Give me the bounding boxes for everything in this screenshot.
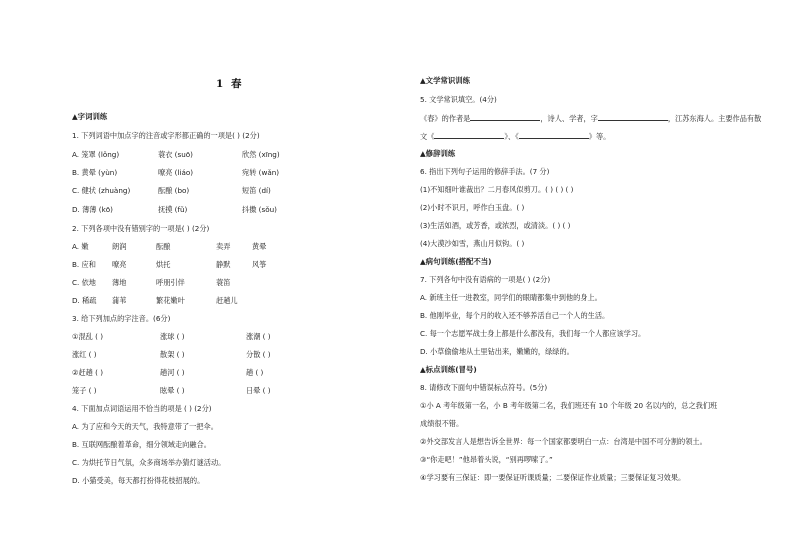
q1-a-1: A. 笼罩 (lǒng): [72, 150, 120, 159]
q1-d-1: D. 薄薄 (kō): [72, 205, 113, 214]
q5-text: 》等。: [588, 132, 611, 141]
q7-option-d: D. 小草偷偷地从土里钻出来，嫩嫩的，绿绿的。: [420, 347, 574, 356]
q5-blank[interactable]: [519, 131, 589, 139]
question-4-stem: 4. 下面加点词语运用不恰当的项是 ( ) (2分): [72, 404, 212, 413]
q3-2-1: 涨红 ( ): [72, 350, 97, 359]
q8-item-4: ④学习要有三保证：即一要保证听课质量；二要保证作业质量；三要保证复习效果。: [420, 473, 686, 482]
q2-c-1: C. 依地: [72, 278, 96, 287]
q7-option-b: B. 他刚毕业，每个月的收入还不够养活自己一个人的生活。: [420, 311, 610, 320]
question-6-stem: 6. 指出下列句子运用的修辞手法。(7 分): [420, 167, 550, 176]
q5-text: 》、《: [504, 132, 519, 141]
q6-item-3: (3)生活如酒，或芳香，或浓烈，或清淡。( ) ( ): [420, 221, 571, 230]
question-5-stem: 5. 文学常识填空。(4分): [420, 95, 497, 104]
q3-2-3: 分散 ( ): [246, 350, 271, 359]
q4-option-a: A. 为了应和今天的天气，我特意带了一把伞。: [72, 422, 218, 431]
q3-4-1: 笼子 ( ): [72, 386, 97, 395]
q6-item-2: (2)小时不识月，呼作白玉盘。( ): [420, 203, 525, 212]
q8-item-2: ②外交部发言人是想告诉全世界：每一个国家都要明白一点：台湾是中国不可分割的领土。: [420, 437, 707, 446]
section-heading-literature: ▲文学常识训练: [420, 76, 471, 85]
question-3-stem: 3. 给下列加点的字注音。(6分): [72, 314, 171, 323]
q5-blank[interactable]: [598, 113, 668, 121]
q2-b-5: 风筝: [252, 260, 267, 269]
q3-1-1: ①混乱 ( ): [72, 332, 103, 341]
q4-option-c: C. 为烘托节日气氛，众多商场举办猜灯谜活动。: [72, 458, 226, 467]
q2-c-2: 薄地: [112, 278, 127, 287]
q8-item-1-cont: 成绩很不错。: [420, 419, 464, 428]
q4-option-d: D. 小猫受美，每天都打扮得花枝招展的。: [72, 476, 205, 485]
q1-d-3: 抖擞 (sǒu): [242, 205, 277, 214]
question-8-stem: 8. 请修改下面句中错误标点符号。(5分): [420, 383, 548, 392]
q5-line-2: [420, 131, 610, 142]
q2-b-2: 嘹亮: [112, 260, 127, 269]
q3-3-1: ②赶趟 ( ): [72, 368, 103, 377]
q1-c-2: 酝酿 (bo): [158, 186, 190, 195]
q3-2-2: 散架 ( ): [160, 350, 185, 359]
section-heading-grammar: ▲病句训练(搭配不当): [420, 257, 492, 266]
q2-d-4: 赶趟儿: [216, 296, 238, 305]
section-heading-rhetoric: ▲修辞训练: [420, 149, 456, 158]
q1-a-2: 蓑衣 (suō): [158, 150, 193, 159]
q2-c-3: 呼朋引伴: [156, 278, 185, 287]
q2-a-1: A. 嫩: [72, 242, 89, 251]
q1-c-1: C. 健状 (zhuàng): [72, 186, 131, 195]
q7-option-a: A. 新班主任一进教室，同学们的眼睛都集中到他的身上。: [420, 293, 602, 302]
q5-blank[interactable]: [434, 131, 504, 139]
page-title: 1 春: [216, 78, 244, 90]
q3-1-3: 涨潮 ( ): [246, 332, 271, 341]
q5-text: 文《: [420, 132, 435, 141]
q7-option-c: C. 每一个志愿军战士身上都是什么都没有，我们每一个人都应该学习。: [420, 329, 646, 338]
q4-option-b: B. 互联网酝酿着革命，细分领域走向融合。: [72, 440, 211, 449]
q1-b-2: 嘹亮 (liáo): [158, 168, 194, 177]
q1-a-3: 欣然 (xīng): [242, 150, 280, 159]
q5-text: ，诗人、学者，字: [540, 114, 598, 123]
section-heading-punctuation: ▲标点训练(冒号): [420, 365, 477, 374]
q2-b-1: B. 应和: [72, 260, 96, 269]
q2-c-4: 蓑笛: [216, 278, 231, 287]
q2-d-3: 繁花嫩叶: [156, 296, 185, 305]
q2-a-5: 黄晕: [252, 242, 267, 251]
q2-b-3: 烘托: [156, 260, 171, 269]
q6-item-1: (1)不知细叶谁裁出？二月春风似剪刀。( ) ( ) ( ): [420, 185, 574, 194]
q5-text: ，江苏东海人。主要作品有散: [667, 114, 762, 123]
q8-item-1: ①小 A 考年级第一名，小 B 考年级第二名，我们班还有 10 个年级 20 名以内的，总之我们班: [420, 401, 718, 410]
q1-b-1: B. 黄晕 (yùn): [72, 168, 118, 177]
q3-4-3: 日晕 ( ): [246, 386, 271, 395]
q1-d-2: 抚摸 (fǔ): [158, 205, 188, 214]
q2-a-3: 酝酿: [156, 242, 171, 251]
q3-3-2: 趟河 ( ): [160, 368, 185, 377]
q2-b-4: 静默: [216, 260, 231, 269]
q2-a-4: 卖弄: [216, 242, 231, 251]
question-7-stem: 7. 下列各句中没有语病的一项是( ) (2分): [420, 275, 551, 284]
q3-3-3: 趟 ( ): [246, 368, 264, 377]
q3-1-2: 涨球 ( ): [160, 332, 185, 341]
q6-item-4: (4)大漠沙如雪，燕山月似钩。( ): [420, 239, 525, 248]
q2-a-2: 朗润: [112, 242, 127, 251]
question-2-stem: 2. 下列各项中没有错别字的一项是( ) (2分): [72, 224, 210, 233]
question-1-stem: 1. 下列词语中加点字的注音或字形都正确的一项是( ) (2分): [72, 131, 260, 140]
q2-d-1: D. 稀疏: [72, 296, 97, 305]
q1-c-3: 短笛 (dí): [242, 186, 271, 195]
q2-d-2: 蒲苇: [112, 296, 127, 305]
q5-text: 《春》的作者是: [420, 114, 471, 123]
q3-4-2: 眩晕 ( ): [160, 386, 185, 395]
q5-blank[interactable]: [470, 113, 540, 121]
q5-line-1: [420, 113, 761, 124]
section-heading-vocab: ▲字词训练: [72, 112, 108, 121]
q8-item-3: ③“你走吧！”他昂着头说，“别再啰嗦了。”: [420, 455, 553, 464]
q1-b-3: 宛转 (wǎn): [242, 168, 280, 177]
